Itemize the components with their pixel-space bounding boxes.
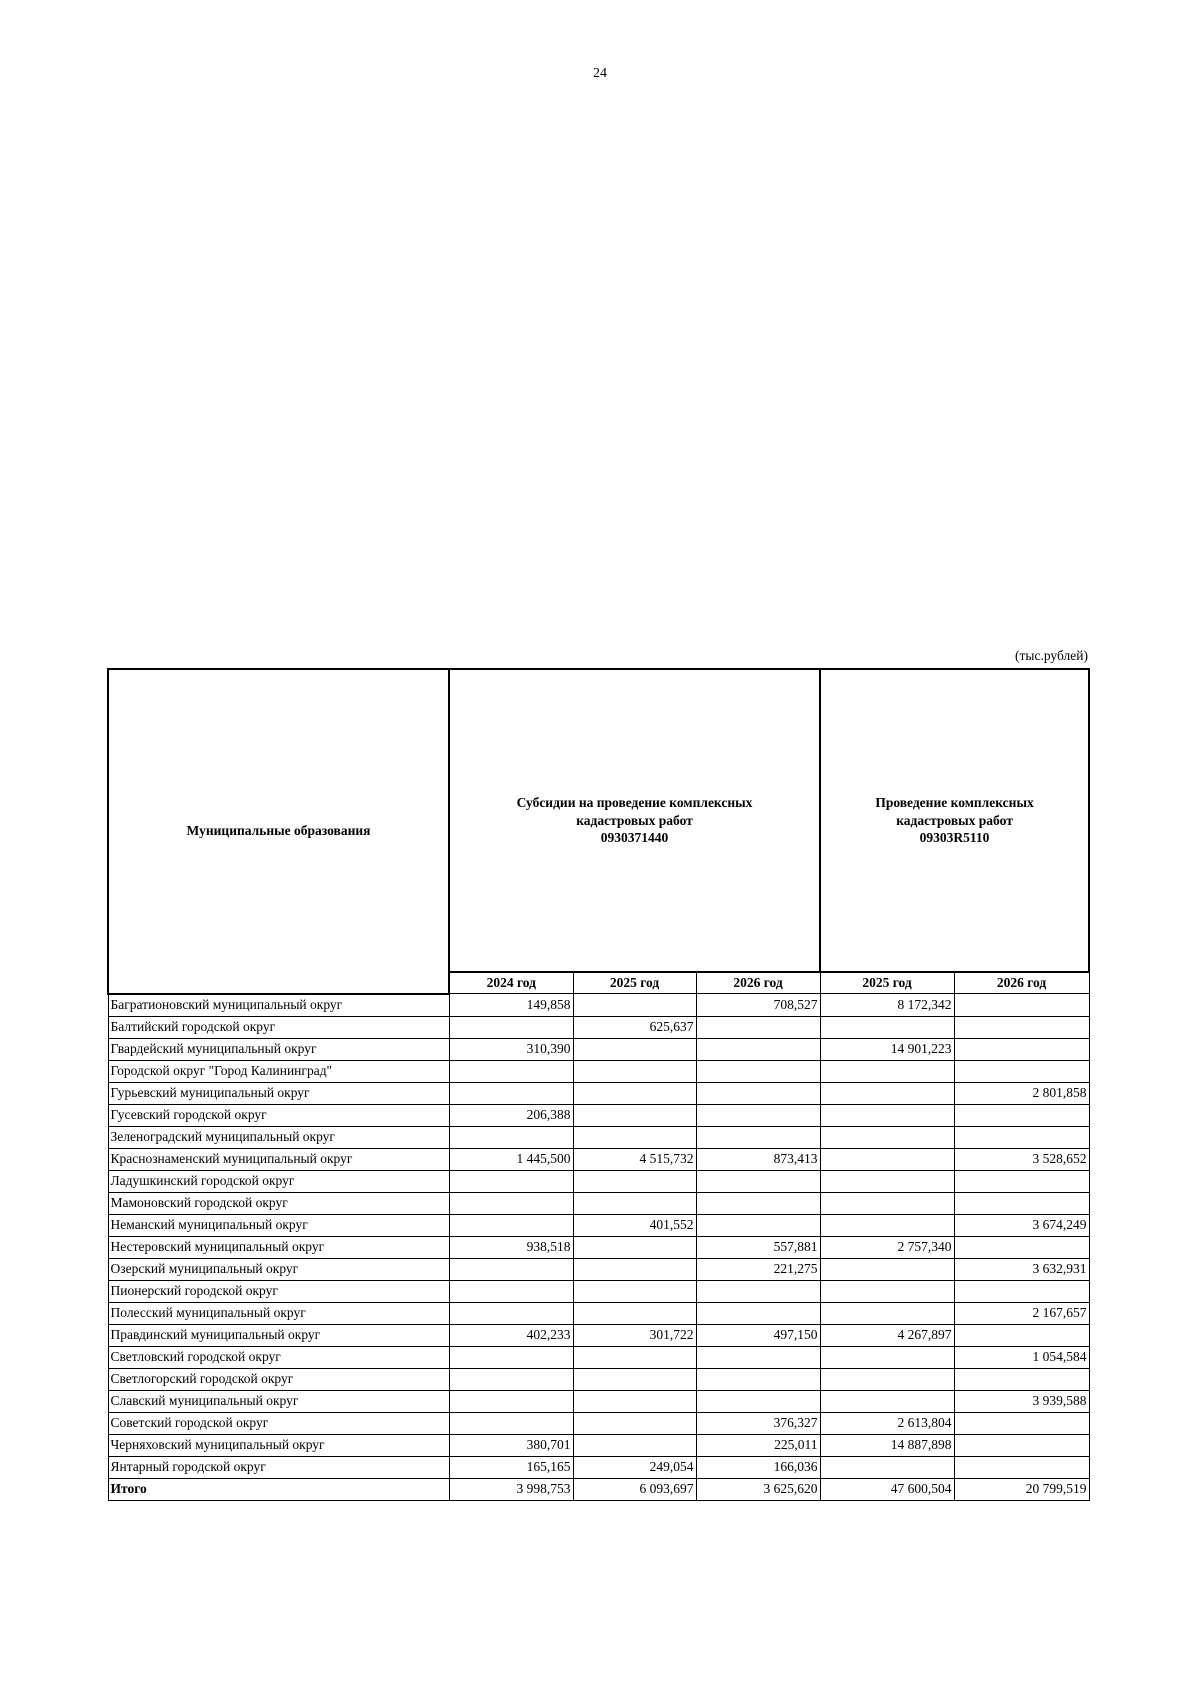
value-cell [954, 1280, 1089, 1302]
header-group2-line2: кадастровых работ [896, 812, 1013, 828]
table-header-row [108, 669, 1089, 972]
value-cell [573, 1126, 696, 1148]
value-cell: 3 998,753 [449, 1478, 573, 1500]
value-cell [954, 1412, 1089, 1434]
municipality-name: Правдинский муниципальный округ [108, 1324, 449, 1346]
value-cell: 625,637 [573, 1016, 696, 1038]
table-row [108, 1148, 1089, 1170]
value-cell: 873,413 [696, 1148, 820, 1170]
value-cell [820, 1456, 954, 1478]
value-cell: 2 167,657 [954, 1302, 1089, 1324]
value-cell [696, 1170, 820, 1192]
header-group2-code: 09303R5110 [919, 830, 990, 846]
municipality-name: Мамоновский городской округ [108, 1192, 449, 1214]
value-cell [696, 1346, 820, 1368]
header-group1-line1: Субсидии на проведение комплексных [516, 795, 753, 811]
value-cell: 6 093,697 [573, 1478, 696, 1500]
table-total-row [108, 1478, 1089, 1500]
table-row [108, 1390, 1089, 1412]
table-body [108, 994, 1089, 1501]
table-row [108, 1104, 1089, 1126]
value-cell: 206,388 [449, 1104, 573, 1126]
value-cell [954, 1016, 1089, 1038]
value-cell [696, 1214, 820, 1236]
value-cell [820, 1368, 954, 1390]
value-cell [820, 1192, 954, 1214]
value-cell [573, 1236, 696, 1258]
municipality-name: Зеленоградский муниципальный округ [108, 1126, 449, 1148]
value-cell [696, 1016, 820, 1038]
value-cell [696, 1126, 820, 1148]
value-cell: 557,881 [696, 1236, 820, 1258]
value-cell [820, 1346, 954, 1368]
value-cell [696, 1192, 820, 1214]
table-row [108, 1434, 1089, 1456]
year-header: 2026 год [954, 972, 1089, 994]
value-cell: 249,054 [573, 1456, 696, 1478]
table-row [108, 994, 1089, 1017]
value-cell [696, 1390, 820, 1412]
value-cell [573, 994, 696, 1017]
value-cell [449, 1412, 573, 1434]
header-municipal: Муниципальные образования [108, 669, 449, 994]
value-cell: 380,701 [449, 1434, 573, 1456]
value-cell [954, 1456, 1089, 1478]
value-cell [820, 1016, 954, 1038]
value-cell: 8 172,342 [820, 994, 954, 1017]
municipality-name: Светловский городской округ [108, 1346, 449, 1368]
value-cell [820, 1214, 954, 1236]
value-cell [696, 1302, 820, 1324]
value-cell [954, 1236, 1089, 1258]
table-row [108, 1192, 1089, 1214]
value-cell [573, 1170, 696, 1192]
value-cell [696, 1082, 820, 1104]
municipality-name: Славский муниципальный округ [108, 1390, 449, 1412]
municipality-name: Гвардейский муниципальный округ [108, 1038, 449, 1060]
header-group1-code: 0930371440 [600, 830, 669, 846]
value-cell [696, 1368, 820, 1390]
value-cell [573, 1302, 696, 1324]
value-cell [573, 1434, 696, 1456]
value-cell: 3 528,652 [954, 1148, 1089, 1170]
value-cell: 2 757,340 [820, 1236, 954, 1258]
value-cell: 708,527 [696, 994, 820, 1017]
municipality-name: Полесский муниципальный округ [108, 1302, 449, 1324]
value-cell: 1 445,500 [449, 1148, 573, 1170]
value-cell [820, 1060, 954, 1082]
value-cell: 3 625,620 [696, 1478, 820, 1500]
table-row [108, 1324, 1089, 1346]
header-group1-line2: кадастровых работ [576, 812, 693, 828]
value-cell: 401,552 [573, 1214, 696, 1236]
municipality-name: Пионерский городской округ [108, 1280, 449, 1302]
value-cell [449, 1192, 573, 1214]
value-cell [449, 1214, 573, 1236]
value-cell: 2 613,804 [820, 1412, 954, 1434]
municipality-name: Нестеровский муниципальный округ [108, 1236, 449, 1258]
municipality-name: Городской округ "Город Калининград" [108, 1060, 449, 1082]
total-label: Итого [108, 1478, 449, 1500]
table-row [108, 1214, 1089, 1236]
value-cell [820, 1258, 954, 1280]
value-cell [954, 1368, 1089, 1390]
value-cell: 3 674,249 [954, 1214, 1089, 1236]
value-cell: 497,150 [696, 1324, 820, 1346]
value-cell [820, 1390, 954, 1412]
value-cell [573, 1060, 696, 1082]
value-cell: 14 887,898 [820, 1434, 954, 1456]
year-header: 2025 год [573, 972, 696, 994]
value-cell: 938,518 [449, 1236, 573, 1258]
table-row [108, 1236, 1089, 1258]
value-cell [449, 1346, 573, 1368]
value-cell: 47 600,504 [820, 1478, 954, 1500]
value-cell: 4 267,897 [820, 1324, 954, 1346]
value-cell [449, 1126, 573, 1148]
value-cell [820, 1082, 954, 1104]
value-cell [573, 1258, 696, 1280]
value-cell [954, 1126, 1089, 1148]
table-row [108, 1060, 1089, 1082]
municipality-name: Ладушкинский городской округ [108, 1170, 449, 1192]
value-cell [449, 1060, 573, 1082]
value-cell [573, 1038, 696, 1060]
value-cell: 1 054,584 [954, 1346, 1089, 1368]
value-cell [573, 1346, 696, 1368]
value-cell [449, 1258, 573, 1280]
value-cell [820, 1170, 954, 1192]
value-cell [573, 1390, 696, 1412]
value-cell: 166,036 [696, 1456, 820, 1478]
units-label: (тыс.рублей) [1015, 648, 1088, 663]
value-cell [696, 1060, 820, 1082]
value-cell [954, 1038, 1089, 1060]
value-cell: 3 632,931 [954, 1258, 1089, 1280]
table-row [108, 1302, 1089, 1324]
municipality-name: Гусевский городской округ [108, 1104, 449, 1126]
municipality-name: Краснознаменский муниципальный округ [108, 1148, 449, 1170]
year-header: 2025 год [820, 972, 954, 994]
table-row [108, 1016, 1089, 1038]
value-cell: 225,011 [696, 1434, 820, 1456]
value-cell [573, 1082, 696, 1104]
header-group2-line1: Проведение комплексных [875, 795, 1034, 811]
value-cell: 3 939,588 [954, 1390, 1089, 1412]
table-row [108, 1346, 1089, 1368]
subsidy-table [107, 668, 1090, 1501]
header-group-subsidies [449, 669, 820, 972]
value-cell: 149,858 [449, 994, 573, 1017]
value-cell [696, 1280, 820, 1302]
value-cell [820, 1302, 954, 1324]
municipality-name: Черняховский муниципальный округ [108, 1434, 449, 1456]
value-cell [449, 1016, 573, 1038]
table-row [108, 1280, 1089, 1302]
value-cell [954, 1434, 1089, 1456]
value-cell: 2 801,858 [954, 1082, 1089, 1104]
value-cell: 20 799,519 [954, 1478, 1089, 1500]
municipality-name: Озерский муниципальный округ [108, 1258, 449, 1280]
value-cell: 310,390 [449, 1038, 573, 1060]
value-cell [954, 1104, 1089, 1126]
value-cell [573, 1192, 696, 1214]
value-cell [449, 1170, 573, 1192]
value-cell [449, 1390, 573, 1412]
value-cell: 14 901,223 [820, 1038, 954, 1060]
value-cell: 301,722 [573, 1324, 696, 1346]
year-header: 2024 год [449, 972, 573, 994]
value-cell [954, 1324, 1089, 1346]
municipality-name: Гурьевский муниципальный округ [108, 1082, 449, 1104]
year-header: 2026 год [696, 972, 820, 994]
value-cell [696, 1104, 820, 1126]
municipality-name: Неманский муниципальный округ [108, 1214, 449, 1236]
value-cell: 221,275 [696, 1258, 820, 1280]
value-cell [573, 1104, 696, 1126]
value-cell [954, 994, 1089, 1017]
table-row [108, 1170, 1089, 1192]
table-row [108, 1082, 1089, 1104]
value-cell [573, 1412, 696, 1434]
value-cell [449, 1368, 573, 1390]
value-cell [954, 1192, 1089, 1214]
municipality-name: Светлогорский городской округ [108, 1368, 449, 1390]
table-row [108, 1368, 1089, 1390]
value-cell [449, 1280, 573, 1302]
value-cell [449, 1082, 573, 1104]
municipality-name: Советский городской округ [108, 1412, 449, 1434]
value-cell [573, 1368, 696, 1390]
value-cell [820, 1280, 954, 1302]
page-number: 24 [593, 66, 607, 81]
value-cell: 165,165 [449, 1456, 573, 1478]
table-row [108, 1126, 1089, 1148]
value-cell [820, 1104, 954, 1126]
table-row [108, 1038, 1089, 1060]
value-cell: 376,327 [696, 1412, 820, 1434]
table-row [108, 1412, 1089, 1434]
table-row [108, 1456, 1089, 1478]
value-cell [820, 1126, 954, 1148]
value-cell [954, 1170, 1089, 1192]
municipality-name: Багратионовский муниципальный округ [108, 994, 449, 1017]
value-cell [449, 1302, 573, 1324]
value-cell [573, 1280, 696, 1302]
value-cell [820, 1148, 954, 1170]
value-cell [696, 1038, 820, 1060]
value-cell: 4 515,732 [573, 1148, 696, 1170]
municipality-name: Балтийский городской округ [108, 1016, 449, 1038]
municipality-name: Янтарный городской округ [108, 1456, 449, 1478]
value-cell [954, 1060, 1089, 1082]
header-group-cadastral [820, 669, 1089, 972]
table-row [108, 1258, 1089, 1280]
value-cell: 402,233 [449, 1324, 573, 1346]
